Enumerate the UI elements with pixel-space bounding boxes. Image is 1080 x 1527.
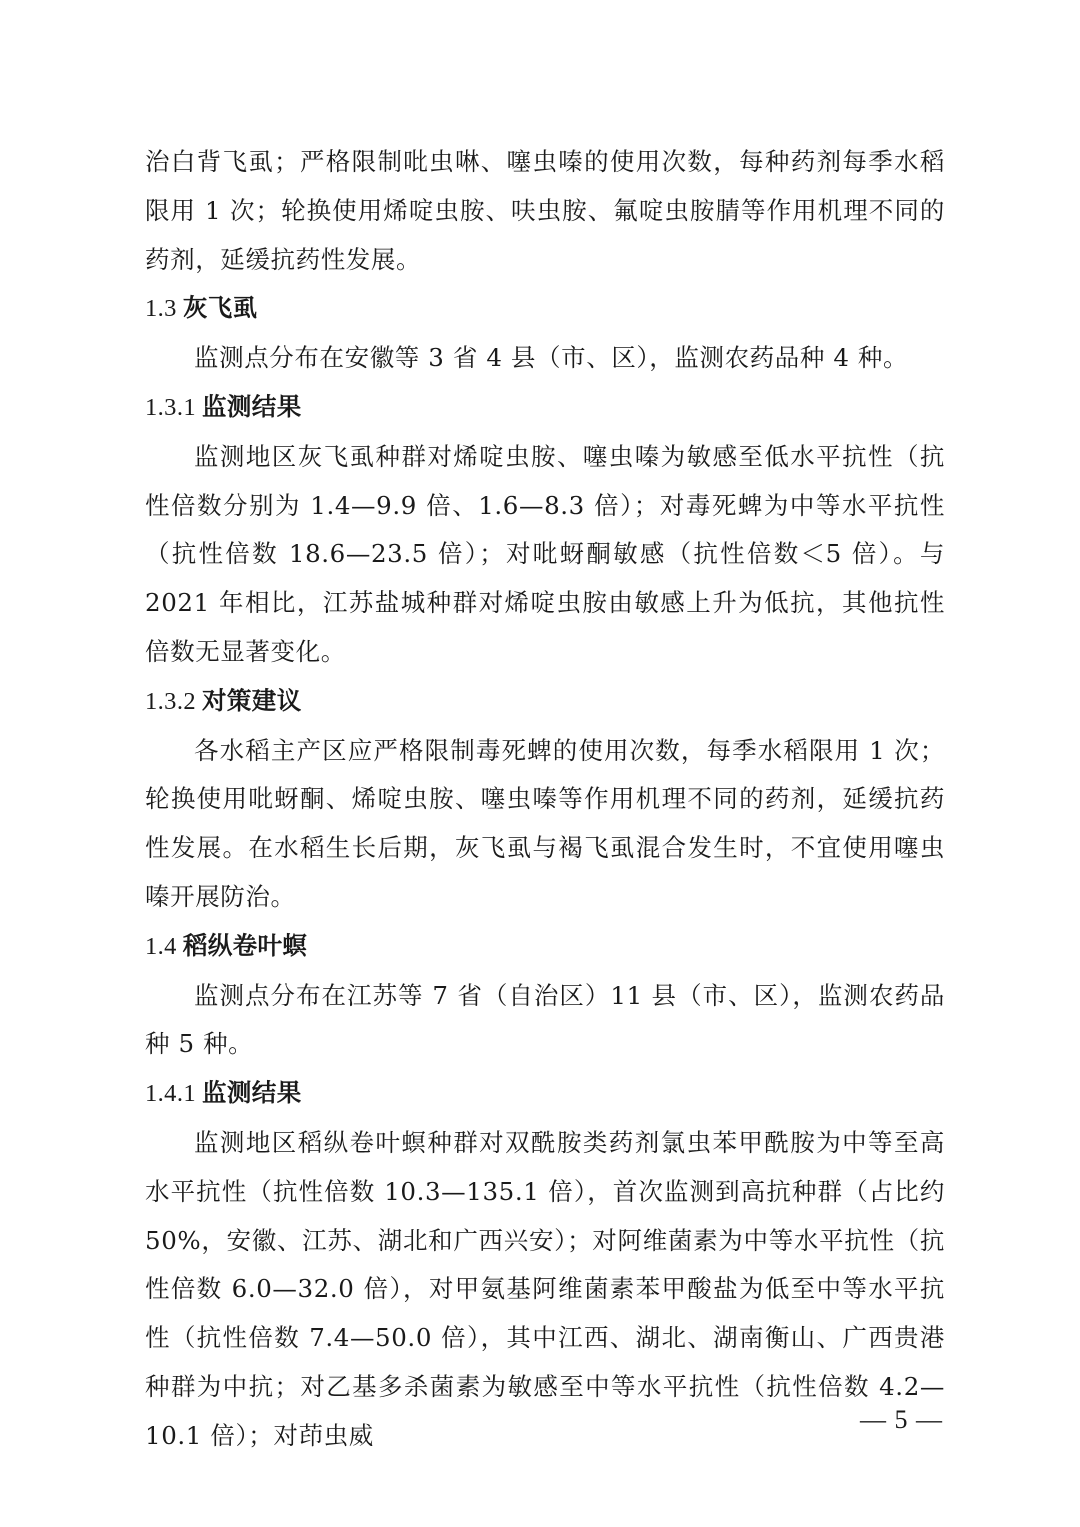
subsection-heading — [145, 1069, 945, 1119]
subsection-heading — [145, 383, 945, 433]
section-number: 1.3.2 — [145, 687, 196, 715]
section-number: 1.3.1 — [145, 393, 196, 421]
section-title: 对策建议 — [202, 685, 302, 715]
section-title: 灰飞虱 — [182, 293, 258, 323]
section-number: 1.3 — [145, 295, 177, 323]
section-heading — [145, 922, 945, 972]
section-title: 监测结果 — [202, 391, 302, 421]
section-number: 1.4 — [145, 932, 177, 960]
body-paragraph: 各水稻主产区应严格限制毒死蜱的使用次数，每季水稻限用 1 次；轮换使用吡蚜酮、烯啶虫胺、噻虫嗪等作用机理不同的药剂，延缓抗药性发展。在水稻生长后期，灰飞虱与褐飞虱混合发生时，不宜使用噻虫嗪开展防治。 — [145, 735, 945, 911]
subsection-heading — [145, 677, 945, 727]
body-paragraph: 治白背飞虱；严格限制吡虫啉、噻虫嗪的使用次数，每种药剂每季水稻限用 1 次；轮换使用烯啶虫胺、呋虫胺、氟啶虫胺腈等作用机理不同的药剂，延缓抗药性发展。 — [145, 147, 945, 274]
section-title: 监测结果 — [202, 1078, 302, 1108]
section-heading — [145, 284, 945, 334]
page-number: — 5 — — [860, 1405, 943, 1434]
section-title: 稻纵卷叶螟 — [182, 930, 308, 960]
section-number: 1.4.1 — [145, 1080, 196, 1108]
body-paragraph: 监测点分布在安徽等 3 省 4 县（市、区），监测农药品种 4 种。 — [194, 343, 909, 373]
body-paragraph: 监测点分布在江苏等 7 省（自治区）11 县（市、区），监测农药品种 5 种。 — [145, 980, 945, 1059]
document-body — [145, 138, 954, 1461]
body-paragraph: 监测地区灰飞虱种群对烯啶虫胺、噻虫嗪为敏感至低水平抗性（抗性倍数分别为 1.4—9.9 倍、1.6—8.3 倍）；对毒死蜱为中等水平抗性（抗性倍数 18.6—23.5 倍）；对吡蚜酮敏感（抗性倍数＜5 倍）。与 2021 年相比，江苏盐城种群对烯啶虫胺由敏感上升为低抗，其他抗性倍数无显著变化。 — [145, 441, 954, 666]
body-paragraph: 监测地区稻纵卷叶螟种群对双酰胺类药剂氯虫苯甲酰胺为中等至高水平抗性（抗性倍数 10.3—135.1 倍），首次监测到高抗种群（占比约 50%，安徽、江苏、湖北和广西兴安）；对阿维菌素为中等水平抗性（抗性倍数 6.0—32.0 倍），对甲氨基阿维菌素苯甲酸盐为低至中等水平抗性（抗性倍数 7.4—50.0 倍），其中江西、湖北、湖南衡山、广西贵港种群为中抗；对乙基多杀菌素为敏感至中等水平抗性（抗性倍数 4.2—10.1 倍）；对茚虫威 — [145, 1127, 954, 1450]
